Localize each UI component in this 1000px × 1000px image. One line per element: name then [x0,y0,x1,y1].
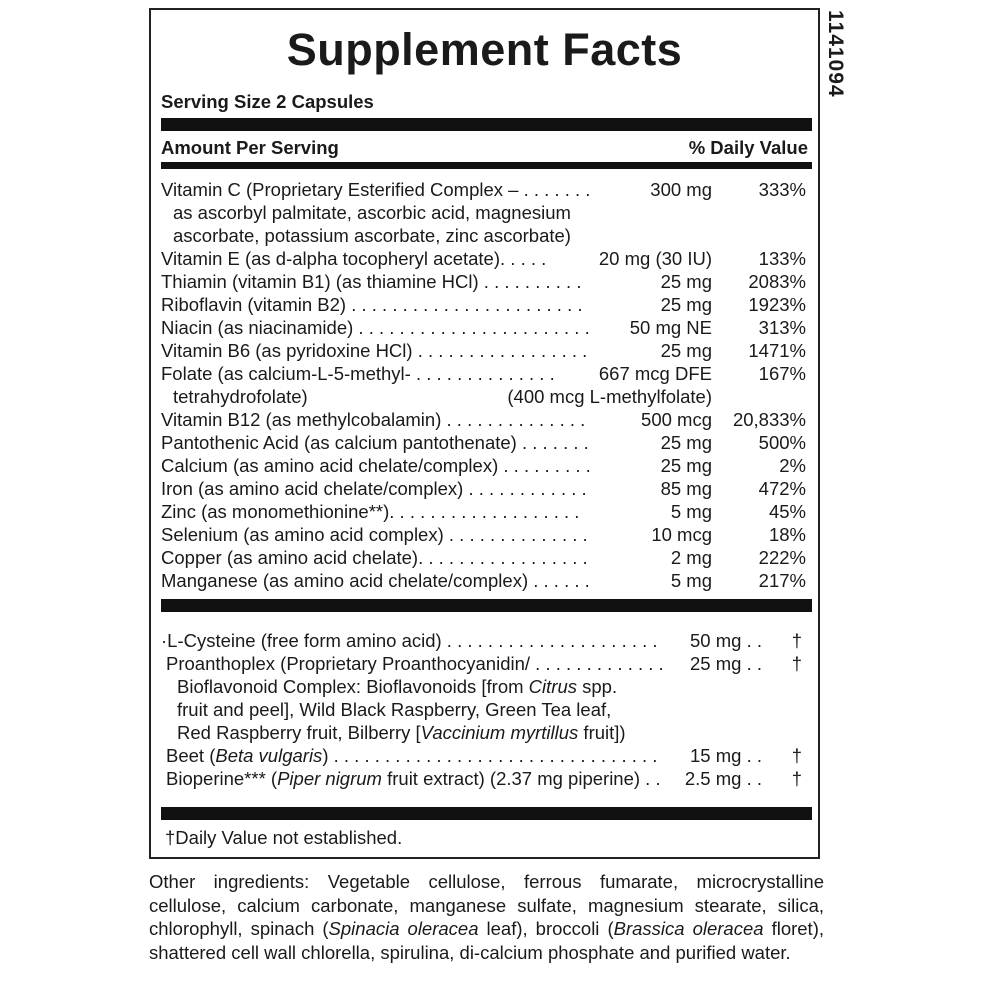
nutrient-detail: as ascorbyl palmitate, ascorbic acid, magnesium [173,202,571,223]
nutrient-row [161,454,806,477]
nutrient-detail: ascorbate, potassium ascorbate, zinc ascorbate) [173,225,571,246]
nutrient-row [161,293,806,316]
nutrient-detail: tetrahydrofolate) [173,386,308,407]
ingredient-detail: fruit and peel], Wild Black Raspberry, Green Tea leaf, [177,699,612,720]
nutrient-name: Folate (as calcium-L-5-methyl- . . . . . . . . . . . . . . [161,363,555,384]
nutrient-name: Selenium (as amino acid complex) . . . . . . . . . . . . . . [161,524,588,545]
panel-title: Supplement Facts [286,24,683,75]
dagger-mark: † [791,630,802,651]
nutrient-amount: 50 mg NE [629,317,712,338]
nutrient-name: Pantothenic Acid (as calcium pantothenate) . . . . . . . [161,432,589,453]
nutrient-dv: 313% [758,317,806,338]
nutrient-row [161,316,806,339]
nutrient-row [161,339,806,362]
nutrient-row [161,500,806,523]
nutrient-amount: 25 mg [660,432,712,453]
other-ingredients-list [161,629,802,790]
dagger-mark: † [791,745,802,766]
nutrient-dv: 217% [758,570,806,591]
nutrient-row-continued [161,385,806,408]
dagger-mark: † [791,653,802,674]
nutrient-amount: 500 mcg [641,409,712,430]
lot-code: 1141094 [824,10,847,98]
nutrient-dv: 18% [768,524,806,545]
nutrient-amount-detail: (400 mcg L-methylfolate) [507,386,712,407]
nutrient-amount: 10 mcg [651,524,712,545]
ingredient-row [161,744,802,767]
nutrient-name: Riboflavin (vitamin B2) . . . . . . . . . . . . . . . . . . . . . . . [161,294,583,315]
nutrient-row [161,569,806,592]
nutrient-row [161,431,806,454]
thick-divider [161,118,812,131]
nutrient-row [161,178,806,201]
nutrient-name: Thiamin (vitamin B1) (as thiamine HCl) . . . . . . . . . . [161,271,582,292]
thick-divider [161,807,812,820]
ingredient-name: Proanthoplex (Proprietary Proanthocyanidin/ . . . . . . . . . . . . . [166,653,664,674]
daily-value-footnote: †Daily Value not established. [165,827,403,848]
ingredient-name: Bioperine*** (Piper nigrum fruit extract) (2.37 mg piperine) . . [166,768,661,789]
nutrient-name: Iron (as amino acid chelate/complex) . . . . . . . . . . . . [161,478,587,499]
nutrient-amount: 25 mg [660,294,712,315]
dagger-mark: † [791,768,802,789]
supplement-facts-panel [149,8,820,859]
nutrient-row-continued [161,201,806,224]
nutrient-dv: 133% [758,248,806,269]
ingredient-row [161,767,802,790]
ingredient-detail-row [161,698,802,721]
nutrient-name: Vitamin E (as d-alpha tocopheryl acetate). . . . . [161,248,547,269]
ingredient-row [161,629,802,652]
nutrient-amount: 2 mg [670,547,712,568]
nutrient-row [161,546,806,569]
nutrient-dv: 2083% [748,271,806,292]
amount-per-serving-header: Amount Per Serving [161,137,339,158]
ingredient-amount: 2.5 mg . . [684,768,762,789]
nutrient-row [161,408,806,431]
nutrient-list [161,178,806,592]
nutrient-amount: 667 mcg DFE [598,363,712,384]
nutrient-dv: 20,833% [732,409,806,430]
nutrient-dv: 167% [758,363,806,384]
nutrient-amount: 300 mg [650,179,712,200]
nutrient-row [161,477,806,500]
daily-value-header: % Daily Value [688,137,808,158]
ingredient-detail-row [161,675,802,698]
nutrient-name: Vitamin B6 (as pyridoxine HCl) . . . . . . . . . . . . . . . . . [161,340,588,361]
nutrient-row-continued [161,224,806,247]
nutrient-dv: 222% [758,547,806,568]
ingredient-amount: 15 mg . . [690,745,762,766]
ingredient-name: ·L-Cysteine (free form amino acid) . . . . . . . . . . . . . . . . . . . . . [161,630,658,651]
other-ingredients-text: Other ingredients: Vegetable cellulose, ferrous fumarate, microcrystalline cellulose, calcium carbonate, manganese sulfate, magnesium stearate, silica, chlorophyll, spinach (Spinacia oleracea leaf), broccoli (Brassica oleracea floret), shattered cell wall chlorella, spirulina, di-calcium phosphate and purified water. [149,871,824,963]
ingredient-detail: Red Raspberry fruit, Bilberry [Vaccinium myrtillus fruit]) [177,722,626,743]
nutrient-name: Vitamin B12 (as methylcobalamin) . . . . . . . . . . . . . . [161,409,586,430]
nutrient-dv: 333% [758,179,806,200]
nutrient-dv: 500% [758,432,806,453]
nutrient-row [161,247,806,270]
nutrient-name: Copper (as amino acid chelate). . . . . . . . . . . . . . . . . [161,547,588,568]
ingredient-amount: 25 mg . . [690,653,762,674]
nutrient-amount: 25 mg [660,340,712,361]
nutrient-name: Manganese (as amino acid chelate/complex) . . . . . . [161,570,590,591]
nutrient-amount: 25 mg [660,455,712,476]
thick-divider [161,599,812,612]
nutrient-row [161,362,806,385]
nutrient-amount: 5 mg [670,570,712,591]
medium-divider [161,162,812,169]
nutrient-dv: 45% [768,501,806,522]
nutrient-dv: 472% [758,478,806,499]
nutrient-name: Vitamin C (Proprietary Esterified Complex – . . . . . . . [161,179,591,200]
nutrient-amount: 85 mg [660,478,712,499]
nutrient-amount: 20 mg (30 IU) [598,248,712,269]
ingredient-detail: Bioflavonoid Complex: Bioflavonoids [from Citrus spp. [177,676,618,697]
nutrient-row [161,523,806,546]
nutrient-dv: 1923% [748,294,806,315]
nutrient-amount: 25 mg [660,271,712,292]
nutrient-amount: 5 mg [670,501,712,522]
nutrient-name: Calcium (as amino acid chelate/complex) . . . . . . . . . [161,455,591,476]
ingredient-row [161,652,802,675]
ingredient-amount: 50 mg . . [690,630,762,651]
nutrient-row [161,270,806,293]
nutrient-name: Niacin (as niacinamide) . . . . . . . . . . . . . . . . . . . . . . . [161,317,590,338]
ingredient-detail-row [161,721,802,744]
nutrient-name: Zinc (as monomethionine**). . . . . . . . . . . . . . . . . . . [161,501,580,522]
nutrient-dv: 2% [779,455,806,476]
nutrient-dv: 1471% [748,340,806,361]
serving-size: Serving Size 2 Capsules [161,91,374,112]
ingredient-name: Beet (Beta vulgaris) . . . . . . . . . . . . . . . . . . . . . . . . . . . . . . . . [166,745,658,766]
